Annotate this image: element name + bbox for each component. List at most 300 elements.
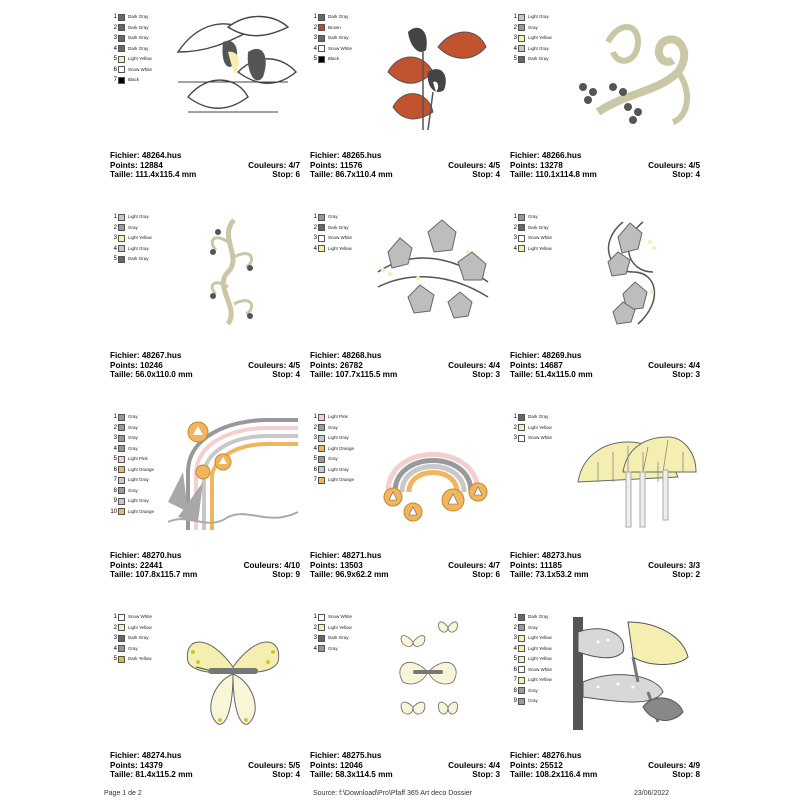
color-swatch [318,214,325,221]
embroidery-design-image [368,12,500,130]
design-info [310,151,500,180]
design-card [110,212,300,392]
thread-color-row [110,623,152,634]
thread-color-name: Gray [328,456,338,462]
file-name: Fichier: 48275.hus [310,751,382,760]
thread-number: 8 [513,687,517,694]
thread-number: 8 [113,487,117,494]
color-swatch [518,14,525,21]
thread-color-name: Light Yellow [528,645,552,651]
color-swatch [518,687,525,694]
thread-color-row [110,486,154,497]
color-swatch [518,635,525,642]
embroidery-preview [568,412,700,530]
thread-number: 4 [113,45,117,52]
thread-number: 1 [113,614,117,621]
thread-color-name: Light Yellow [528,424,552,430]
thread-color-name: Light Yellow [528,245,552,251]
color-swatch [518,235,525,242]
embroidery-preview [168,212,300,330]
thread-color-name: Light Gray [128,477,149,483]
thread-color-row [110,65,152,76]
thread-color-row [110,33,152,44]
color-count: Couleurs: 4/9 [648,760,700,770]
file-name: Fichier: 48267.hus [110,351,182,360]
embroidery-design-image [368,212,500,330]
thread-color-name: Snow White [528,235,553,241]
thread-number: 3 [113,35,117,42]
stop-count: Stop: 4 [272,770,300,779]
stop-count: Stop: 3 [472,370,500,379]
design-info [310,351,500,380]
color-count: Couleurs: 4/7 [448,560,500,570]
color-swatch [318,466,325,473]
thread-palette [310,412,354,486]
source-path: Source: f:\Download\Pro\Pfaff 365 Art deco Dossier [313,790,473,797]
thread-number: 7 [313,477,317,484]
color-swatch [318,56,325,63]
thread-number: 1 [113,14,117,21]
color-swatch [518,624,525,631]
thread-color-name: Snow White [128,66,153,72]
embroidery-design-image [168,612,300,730]
thread-color-row [110,233,152,244]
thread-number: 4 [513,245,517,252]
color-swatch [118,56,125,63]
color-swatch [118,24,125,31]
thread-color-row [510,654,552,665]
thread-color-row [110,475,154,486]
color-swatch [118,445,125,452]
design-size: Taille: 56.0x110.0 mm [110,370,193,379]
thread-color-name: Dark Gray [528,614,549,620]
thread-number: 2 [513,624,517,631]
thread-color-row [310,223,352,234]
color-count: Couleurs: 4/5 [448,160,500,170]
thread-number: 4 [113,245,117,252]
design-size: Taille: 81.4x115.2 mm [110,770,193,779]
thread-color-name: Light Gray [128,498,149,504]
thread-number: 5 [113,56,117,63]
thread-palette [110,412,154,517]
color-count: Couleurs: 3/3 [648,560,700,570]
thread-color-row [510,644,552,655]
thread-color-row [110,75,152,86]
color-swatch [118,435,125,442]
design-card [110,412,300,592]
thread-color-name: Snow White [328,45,353,51]
color-swatch [518,224,525,231]
embroidery-preview [568,612,700,730]
embroidery-design-image [568,12,700,130]
thread-number: 1 [113,414,117,421]
thread-palette [510,212,552,254]
design-size: Taille: 58.3x114.5 mm [310,770,393,779]
file-name: Fichier: 48265.hus [310,151,382,160]
design-card [310,412,500,592]
thread-color-name: Gray [128,645,138,651]
thread-number: 3 [313,635,317,642]
thread-number: 3 [513,435,517,442]
thread-color-name: Snow White [528,666,553,672]
color-swatch [118,414,125,421]
thread-number: 1 [513,414,517,421]
thread-color-name: Light Pink [328,414,348,420]
color-swatch [318,456,325,463]
thread-number: 1 [513,214,517,221]
color-swatch [318,624,325,631]
embroidery-preview [168,612,300,730]
color-swatch [118,508,125,515]
thread-color-name: Dark Gray [128,635,149,641]
thread-number: 9 [113,498,117,505]
thread-color-row [110,412,154,423]
thread-color-name: Dark Gray [528,224,549,230]
design-info [510,551,700,580]
design-size: Taille: 51.4x115.0 mm [510,370,593,379]
thread-palette [510,612,552,707]
thread-number: 6 [313,466,317,473]
thread-number: 5 [113,256,117,263]
thread-number: 2 [513,424,517,431]
thread-color-row [310,33,352,44]
design-card [310,212,500,392]
thread-color-row [310,412,354,423]
thread-color-row [510,23,552,34]
design-card [110,612,300,792]
thread-color-row [110,465,154,476]
thread-color-name: Light Yellow [128,56,152,62]
color-swatch [518,614,525,621]
thread-number: 2 [113,24,117,31]
thread-number: 5 [113,456,117,463]
thread-number: 3 [113,235,117,242]
color-swatch [518,645,525,652]
color-count: Couleurs: 4/5 [648,160,700,170]
color-count: Couleurs: 5/5 [248,760,300,770]
thread-number: 3 [313,435,317,442]
thread-color-row [510,633,552,644]
color-count: Couleurs: 4/4 [648,360,700,370]
thread-color-row [510,223,552,234]
color-swatch [118,498,125,505]
thread-color-row [110,12,152,23]
thread-color-name: Snow White [328,614,353,620]
thread-number: 2 [113,624,117,631]
stop-count: Stop: 3 [472,770,500,779]
thread-color-row [510,233,552,244]
color-swatch [318,14,325,21]
design-size: Taille: 111.4x115.4 mm [110,170,197,179]
thread-number: 4 [113,445,117,452]
thread-color-name: Gray [328,214,338,220]
color-swatch [118,456,125,463]
thread-number: 2 [313,24,317,31]
stop-count: Stop: 4 [272,370,300,379]
design-size: Taille: 108.2x116.4 mm [510,770,598,779]
thread-color-name: Dark Gray [328,635,349,641]
design-card [510,212,700,392]
color-swatch [118,424,125,431]
thread-color-row [510,212,552,223]
thread-palette [510,12,552,65]
thread-number: 4 [113,645,117,652]
thread-color-name: Light Yellow [528,35,552,41]
thread-color-name: Gray [128,424,138,430]
thread-color-name: Black [328,56,340,62]
thread-color-name: Light Orange [328,477,355,483]
thread-color-name: Gray [128,414,138,420]
thread-color-row [510,433,552,444]
stitch-points: Points: 13503 [310,560,363,570]
thread-color-name: Light Yellow [528,677,552,683]
thread-color-name: Light Yellow [328,245,352,251]
thread-number: 3 [513,235,517,242]
design-info [310,551,500,580]
color-swatch [118,77,125,84]
thread-color-row [510,686,552,697]
color-swatch [518,214,525,221]
color-swatch [118,214,125,221]
file-name: Fichier: 48274.hus [110,751,182,760]
thread-color-row [510,623,552,634]
color-swatch [518,24,525,31]
thread-color-name: Dark Gray [328,224,349,230]
embroidery-design-image [168,212,300,330]
embroidery-design-image [168,12,300,130]
thread-color-name: Snow White [528,435,553,441]
embroidery-design-image [568,212,700,330]
thread-color-row [310,623,352,634]
embroidery-design-image [168,412,300,530]
design-card [110,12,300,192]
thread-palette [110,12,152,86]
thread-number: 3 [113,435,117,442]
stitch-points: Points: 12884 [110,160,163,170]
thread-number: 4 [513,45,517,52]
color-swatch [118,14,125,21]
thread-color-row [510,696,552,707]
thread-color-row [110,433,154,444]
stop-count: Stop: 4 [672,170,700,179]
color-swatch [118,245,125,252]
color-swatch [318,24,325,31]
color-count: Couleurs: 4/4 [448,360,500,370]
thread-number: 7 [513,677,517,684]
thread-color-name: Light Yellow [328,624,352,630]
color-swatch [318,45,325,52]
thread-color-row [310,233,352,244]
thread-color-row [510,12,552,23]
color-swatch [118,35,125,42]
thread-number: 1 [513,614,517,621]
color-swatch [518,435,525,442]
thread-number: 2 [513,24,517,31]
color-swatch [118,466,125,473]
thread-color-name: Light Gray [528,14,549,20]
color-count: Couleurs: 4/4 [448,760,500,770]
thread-color-row [310,644,352,655]
color-swatch [318,245,325,252]
thread-number: 1 [113,214,117,221]
embroidery-preview [368,212,500,330]
color-swatch [118,477,125,484]
thread-color-name: Light Orange [128,508,155,514]
design-info [510,351,700,380]
thread-palette [510,412,552,444]
thread-color-name: Gray [528,214,538,220]
thread-color-row [510,612,552,623]
color-swatch [118,624,125,631]
page-number: Page 1 de 2 [104,790,142,797]
color-swatch [518,45,525,52]
design-card [310,612,500,792]
thread-color-row [310,444,354,455]
design-info [310,751,500,780]
embroidery-preview [568,212,700,330]
color-swatch [118,656,125,663]
thread-number: 6 [113,66,117,73]
file-name: Fichier: 48269.hus [510,351,582,360]
color-swatch [318,35,325,42]
stitch-points: Points: 14379 [110,760,163,770]
stitch-points: Points: 13278 [510,160,563,170]
thread-color-name: Dark Gray [128,45,149,51]
thread-number: 4 [313,445,317,452]
design-size: Taille: 107.8x115.7 mm [110,570,198,579]
thread-color-name: Light Pink [128,456,148,462]
thread-color-row [310,612,352,623]
thread-color-row [310,454,354,465]
thread-color-row [110,244,152,255]
thread-color-row [110,507,154,518]
thread-color-name: Gray [528,24,538,30]
thread-color-row [110,54,152,65]
color-count: Couleurs: 4/10 [243,560,300,570]
stop-count: Stop: 4 [472,170,500,179]
thread-color-name: Gray [528,687,538,693]
color-swatch [318,477,325,484]
thread-color-row [510,54,552,65]
thread-number: 5 [513,56,517,63]
file-name: Fichier: 48264.hus [110,151,182,160]
thread-color-name: Black [128,77,140,83]
design-card [510,412,700,592]
thread-number: 10 [110,508,117,515]
thread-color-name: Dark Gray [328,14,349,20]
embroidery-design-image [568,612,700,730]
thread-number: 3 [513,35,517,42]
thread-color-row [310,433,354,444]
thread-color-row [510,423,552,434]
embroidery-preview [368,12,500,130]
thread-color-name: Dark Gray [528,414,549,420]
color-swatch [118,224,125,231]
thread-color-name: Light Yellow [128,235,152,241]
thread-color-name: Light Gray [128,214,149,220]
thread-palette [310,612,352,654]
thread-number: 3 [313,235,317,242]
color-swatch [318,445,325,452]
color-swatch [318,635,325,642]
thread-number: 1 [513,14,517,21]
design-info [510,151,700,180]
design-size: Taille: 73.1x53.2 mm [510,570,589,579]
stitch-points: Points: 12046 [310,760,363,770]
color-swatch [118,645,125,652]
color-swatch [518,677,525,684]
thread-color-name: Dark Gray [128,256,149,262]
thread-color-row [310,12,352,23]
thread-color-row [110,23,152,34]
thread-color-name: Dark Gray [128,24,149,30]
color-swatch [518,56,525,63]
color-swatch [118,256,125,263]
color-swatch [518,424,525,431]
print-date: 23/06/2022 [634,790,670,797]
thread-number: 3 [513,635,517,642]
thread-number: 5 [113,656,117,663]
embroidery-preview [568,12,700,130]
design-info [110,551,300,580]
thread-number: 1 [313,614,317,621]
thread-color-name: Dark Gray [528,56,549,62]
thread-number: 3 [113,635,117,642]
design-card [510,612,700,792]
thread-color-row [510,665,552,676]
design-size: Taille: 110.1x114.8 mm [510,170,597,179]
thread-number: 3 [313,35,317,42]
thread-palette [310,212,352,254]
thread-color-row [510,244,552,255]
color-swatch [118,235,125,242]
color-swatch [118,635,125,642]
color-swatch [318,424,325,431]
thread-color-name: Light Yellow [528,635,552,641]
thread-number: 2 [313,224,317,231]
thread-color-row [310,465,354,476]
thread-color-name: Light Orange [128,466,155,472]
thread-color-row [510,412,552,423]
design-size: Taille: 96.9x62.2 mm [310,570,389,579]
thread-color-row [110,633,152,644]
thread-color-row [310,423,354,434]
thread-number: 2 [513,224,517,231]
thread-color-name: Gray [528,624,538,630]
file-name: Fichier: 48276.hus [510,751,582,760]
design-info [110,351,300,380]
stitch-points: Points: 11576 [310,160,363,170]
thread-color-row [110,454,154,465]
thread-color-row [310,23,352,34]
thread-number: 9 [513,698,517,705]
stitch-points: Points: 26782 [310,360,363,370]
color-swatch [318,435,325,442]
thread-number: 4 [513,645,517,652]
thread-color-row [110,423,154,434]
thread-number: 1 [313,214,317,221]
thread-color-row [110,254,152,265]
stitch-points: Points: 11185 [510,560,562,570]
thread-color-name: Snow White [128,614,153,620]
thread-number: 4 [313,245,317,252]
thread-number: 2 [113,424,117,431]
thread-number: 6 [513,666,517,673]
design-card [310,12,500,192]
thread-color-name: Brown [328,24,341,30]
thread-color-row [110,644,152,655]
thread-number: 5 [313,456,317,463]
